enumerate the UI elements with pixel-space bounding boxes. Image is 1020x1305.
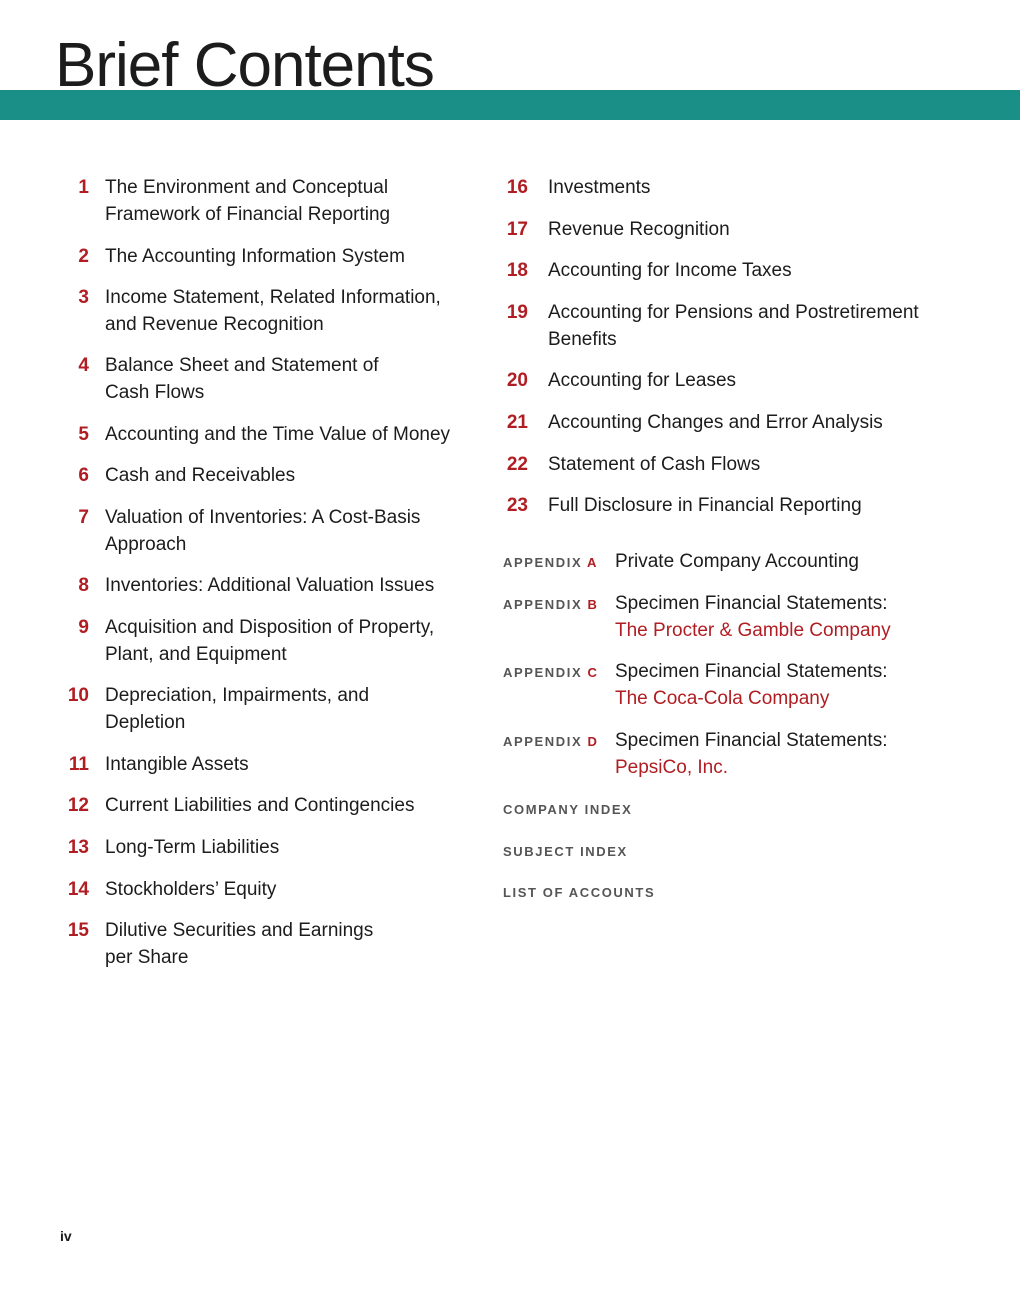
appendix-title (615, 658, 887, 712)
chapter-title-line: Full Disclosure in Financial Reporting (548, 495, 862, 516)
chapter-number: 1 (78, 177, 89, 198)
chapter-entry-1[interactable] (78, 174, 391, 228)
chapter-number: 3 (78, 287, 89, 308)
appendix-label (503, 549, 598, 576)
chapter-number: 16 (506, 177, 528, 198)
chapter-number: 21 (506, 412, 528, 433)
appendix-company-link[interactable]: The Procter & Gamble Company (615, 620, 891, 641)
chapter-title-line: Long-Term Liabilities (105, 837, 280, 858)
chapter-entry-17[interactable] (506, 216, 730, 243)
chapter-title-line: Plant, and Equipment (105, 644, 287, 665)
chapter-entry-6[interactable] (78, 462, 296, 489)
appendix-label (503, 728, 598, 755)
chapter-number: 6 (78, 465, 89, 486)
appendix-title (615, 590, 891, 644)
appendix-letter: B (587, 597, 599, 612)
appendix-word: APPENDIX (503, 597, 583, 612)
chapter-title-line: Cash and Receivables (105, 465, 296, 486)
chapter-entry-19[interactable] (506, 299, 919, 353)
chapter-number: 4 (78, 355, 89, 376)
page-title: Brief Contents (55, 31, 434, 100)
subject-index-link[interactable]: SUBJECT INDEX (503, 844, 628, 859)
list-of-accounts-link[interactable]: LIST OF ACCOUNTS (503, 885, 656, 900)
chapter-number: 7 (78, 507, 89, 528)
chapter-title-line: per Share (105, 947, 189, 968)
appendix-title-text: Specimen Financial Statements: (615, 593, 888, 614)
chapter-title-line: Revenue Recognition (548, 219, 730, 240)
chapter-entry-9[interactable] (78, 614, 435, 668)
page-number: iv (60, 1228, 72, 1244)
chapter-entry-4[interactable] (78, 352, 379, 406)
chapter-title-line: Accounting and the Time Value of Money (105, 424, 451, 445)
appendix-title (615, 548, 859, 575)
chapter-title-line: Dilutive Securities and Earnings (105, 920, 374, 941)
chapter-title-line: Depreciation, Impairments, and (105, 685, 370, 706)
chapter-title-line: Accounting Changes and Error Analysis (548, 412, 883, 433)
chapter-entry-12[interactable] (67, 792, 415, 819)
chapter-title-line: Investments (548, 177, 651, 198)
chapter-number: 14 (67, 879, 89, 900)
chapter-title-line: Intangible Assets (105, 754, 249, 775)
chapter-entry-3[interactable] (78, 284, 441, 338)
chapter-entry-10[interactable] (67, 682, 370, 736)
chapter-number: 15 (67, 920, 89, 941)
chapter-title-line: Balance Sheet and Statement of (105, 355, 379, 376)
appendix-title (615, 727, 887, 781)
company-index-link[interactable]: COMPANY INDEX (503, 802, 633, 817)
chapter-title-line: Valuation of Inventories: A Cost-Basis (105, 507, 421, 528)
chapter-title-line: Income Statement, Related Information, (105, 287, 441, 308)
chapter-title-line: Inventories: Additional Valuation Issues (105, 575, 435, 596)
chapter-title-line: The Environment and Conceptual (105, 177, 389, 198)
appendix-title-text: Specimen Financial Statements: (615, 730, 888, 751)
chapter-number: 17 (506, 219, 528, 240)
chapter-title-line: Depletion (105, 712, 186, 733)
chapter-number: 5 (78, 424, 89, 445)
chapter-number: 22 (506, 454, 528, 475)
appendix-company-link[interactable]: PepsiCo, Inc. (615, 757, 728, 778)
chapter-title-line: and Revenue Recognition (105, 314, 324, 335)
chapter-title-line: Current Liabilities and Contingencies (105, 795, 415, 816)
chapter-number: 18 (506, 260, 528, 281)
chapter-entry-14[interactable] (67, 876, 277, 903)
chapter-number: 2 (78, 246, 89, 267)
appendix-word: APPENDIX (503, 555, 583, 570)
chapter-entry-18[interactable] (506, 257, 792, 284)
chapter-entry-7[interactable] (78, 504, 421, 558)
chapter-number: 12 (67, 795, 89, 816)
chapter-title-line: Accounting for Income Taxes (548, 260, 792, 281)
appendix-label (503, 591, 598, 618)
chapter-title-line: Approach (105, 534, 187, 555)
chapter-entry-23[interactable] (506, 492, 862, 519)
appendix-letter: C (587, 665, 599, 680)
appendix-title-text: Private Company Accounting (615, 551, 859, 572)
appendix-letter: A (587, 555, 598, 570)
chapter-number: 23 (506, 495, 528, 516)
chapter-number: 13 (67, 837, 89, 858)
chapter-title-line: Benefits (548, 329, 617, 350)
chapter-number: 9 (78, 617, 89, 638)
chapter-title-line: Statement of Cash Flows (548, 454, 761, 475)
chapter-number: 19 (506, 302, 528, 323)
chapter-number: 11 (68, 754, 89, 775)
chapter-entry-22[interactable] (506, 451, 761, 478)
chapter-title-line: The Accounting Information System (105, 246, 405, 267)
appendix-word: APPENDIX (503, 665, 583, 680)
chapter-title-line: Accounting for Pensions and Postretirement (548, 302, 919, 323)
chapter-number: 8 (78, 575, 89, 596)
appendix-letter: D (587, 734, 599, 749)
chapter-number: 10 (67, 685, 89, 706)
chapter-entry-11[interactable] (68, 751, 249, 778)
chapter-entry-20[interactable] (506, 367, 737, 394)
appendix-label (503, 659, 598, 686)
chapter-entry-2[interactable] (78, 243, 405, 270)
chapter-number: 20 (506, 370, 528, 391)
chapter-entry-15[interactable] (67, 917, 374, 971)
appendix-word: APPENDIX (503, 734, 583, 749)
chapter-entry-16[interactable] (506, 174, 651, 201)
chapter-title-line: Stockholders’ Equity (105, 879, 277, 900)
chapter-title-line: Accounting for Leases (548, 370, 737, 391)
chapter-entry-5[interactable] (78, 421, 451, 448)
chapter-title-line: Framework of Financial Reporting (105, 204, 391, 225)
appendix-company-link[interactable]: The Coca-Cola Company (615, 688, 830, 709)
chapter-entry-8[interactable] (78, 572, 435, 599)
chapter-entry-13[interactable] (67, 834, 280, 861)
chapter-title-line: Cash Flows (105, 382, 205, 403)
chapter-title-line: Acquisition and Disposition of Property, (105, 617, 435, 638)
chapter-entry-21[interactable] (506, 409, 883, 436)
appendix-title-text: Specimen Financial Statements: (615, 661, 888, 682)
